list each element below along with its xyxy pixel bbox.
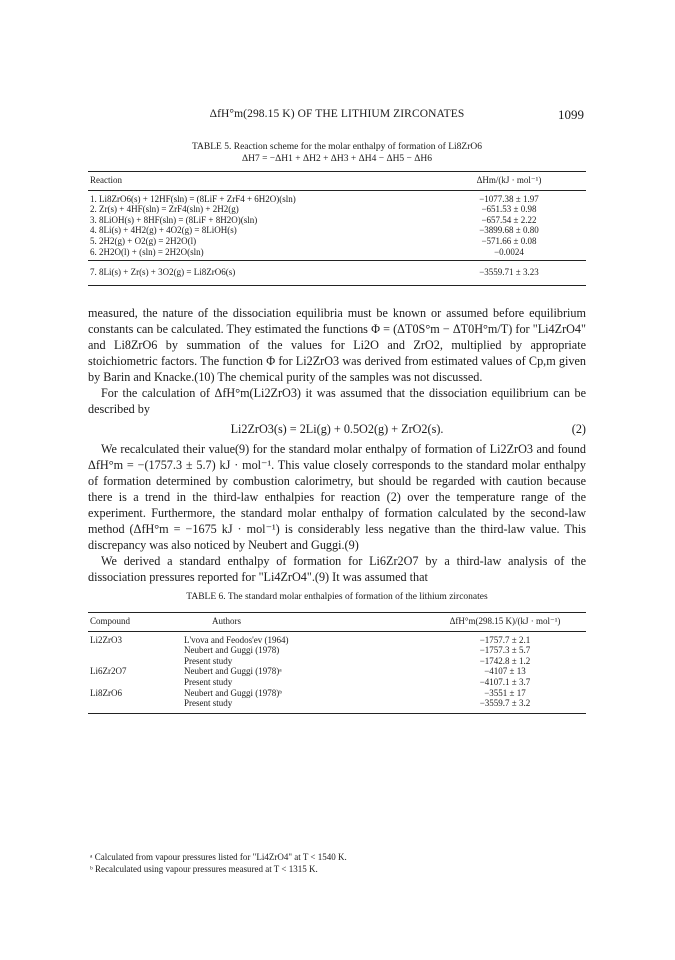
table-row: Li8ZrO6 Neubert and Guggi (1978)ᵇ −3551 ± 17 (90, 687, 526, 698)
equation-number: (2) (571, 422, 586, 436)
equation-2 (88, 421, 586, 437)
running-head (88, 108, 586, 124)
running-title: ΔfH°m(298.15 K) OF THE LITHIUM ZIRCONATES (209, 108, 465, 120)
table-row: 2. Zr(s) + 4HF(sln) = ZrF4(sln) + 2H2(g) −651.53 ± 0.98 (90, 204, 537, 215)
table-row: 6. 2H2O(l) + (sln) = 2H2O(sln) −0.0024 (88, 247, 586, 261)
table-row: Present study −4107.1 ± 3.7 (184, 676, 531, 687)
paragraph: measured, the nature of the dissociation equilibria must be known or assumed before equilibrium constants can be calculated. They estimated the functions Φ = (ΔT0S°m − ΔT0H°m/T) for "Li4ZrO4" and Li8ZrO6 by summation of the values for Li2O and ZrO2, multiplied by appropriate stoichiometric factors. The function Φ for Li2ZrO3 was derived from estimated values of Cp,m given by Barin and Knacke.(10) The chemical purity of the samples was not discussed. (88, 306, 586, 384)
table-5-header-dh: ΔHm/(kJ · mol⁻¹) (476, 175, 542, 185)
table-row: 4. 8Li(s) + 4H2(g) + 4O2(g) = 8LiOH(s) −3899.68 ± 0.80 (90, 225, 539, 236)
table-row: Neubert and Guggi (1978) −1757.3 ± 5.7 (184, 645, 531, 656)
table-6-caption: TABLE 6. The standard molar enthalpies of formation of the lithium zirconates (186, 592, 488, 602)
paragraph: We derived a standard enthalpy of formation for Li6Zr2O7 by a third-law analysis of the dissociation pressures reported for "Li4ZrO4".(9) It was assumed that (88, 554, 586, 584)
table-row: Present study −3559.7 ± 3.2 (88, 698, 586, 713)
table-row: 5. 2H2(g) + O2(g) = 2H2O(l) −571.66 ± 0.08 (90, 235, 537, 246)
table-5 (88, 171, 586, 286)
table-row: 1. Li8ZrO6(s) + 12HF(sln) = (8LiF + ZrF4 + 6H2O)(sln) −1077.38 ± 1.97 (90, 193, 539, 204)
table-5-title: TABLE 5. Reaction scheme for the molar enthalpy of formation of Li8ZrO6 (192, 142, 482, 152)
table-row: 3. 8LiOH(s) + 8HF(sln) = (8LiF + 8H2O)(sln) −657.54 ± 2.22 (90, 214, 537, 225)
table-6-header-authors: Authors (212, 616, 241, 626)
paragraph: For the calculation of ΔfH°m(Li2ZrO3) it was assumed that the dissociation equilibrium can be described by (88, 386, 586, 416)
table-5-caption (88, 141, 586, 165)
table-5-total-row: 7. 8Li(s) + Zr(s) + 3O2(g) = Li8ZrO6(s) −3559.71 ± 3.23 (88, 261, 586, 286)
body-text (88, 305, 586, 585)
equation-text: Li2ZrO3(s) = 2Li(g) + 0.5O2(g) + ZrO2(s). (230, 422, 444, 436)
paragraph: We recalculated their value(9) for the standard molar enthalpy of formation of Li2ZrO3 and found ΔfH°m = −(1757.3 ± 5.7) kJ · mol⁻¹. This value closely corresponds to the standard molar enthalpy of formation determined by combustion calorimetry, but should be regarded with caution because there is a trend in the third-law enthalpies for reaction (2) over the temperature range of the experiment. Furthermore, the standard molar enthalpy of formation calculated by the second-law method (ΔfH°m = −1675 kJ · mol⁻¹) is considerably less negative than the third-law value. This discrepancy was also noticed by Neubert and Guggi.(9) (88, 442, 586, 552)
table-6-footnotes (88, 852, 586, 875)
table-row: Present study −1742.8 ± 1.2 (184, 655, 531, 666)
table-row: Li2ZrO3 L'vova and Feodos'ev (1964) −1757.7 ± 2.1 (90, 634, 531, 645)
table-6-header-value: ΔfH°m(298.15 K)/(kJ · mol⁻¹) (449, 616, 561, 626)
footnote-b: ᵇ Recalculated using vapour pressures measured at T < 1315 K. (90, 863, 318, 874)
table-row: Li6Zr2O7 Neubert and Guggi (1978)ᵃ −4107 ± 13 (90, 666, 526, 677)
table-6 (88, 612, 586, 714)
table-6-header-compound: Compound (90, 616, 131, 626)
table-5-scheme: ΔH7 = −ΔH1 + ΔH2 + ΔH3 + ΔH4 − ΔH5 − ΔH6 (241, 154, 433, 164)
table-5-header-reaction: Reaction (90, 175, 122, 185)
footnote-a: ᵃ Calculated from vapour pressures listed for "Li4ZrO4" at T < 1540 K. (90, 852, 347, 862)
page-number: 1099 (558, 107, 584, 122)
